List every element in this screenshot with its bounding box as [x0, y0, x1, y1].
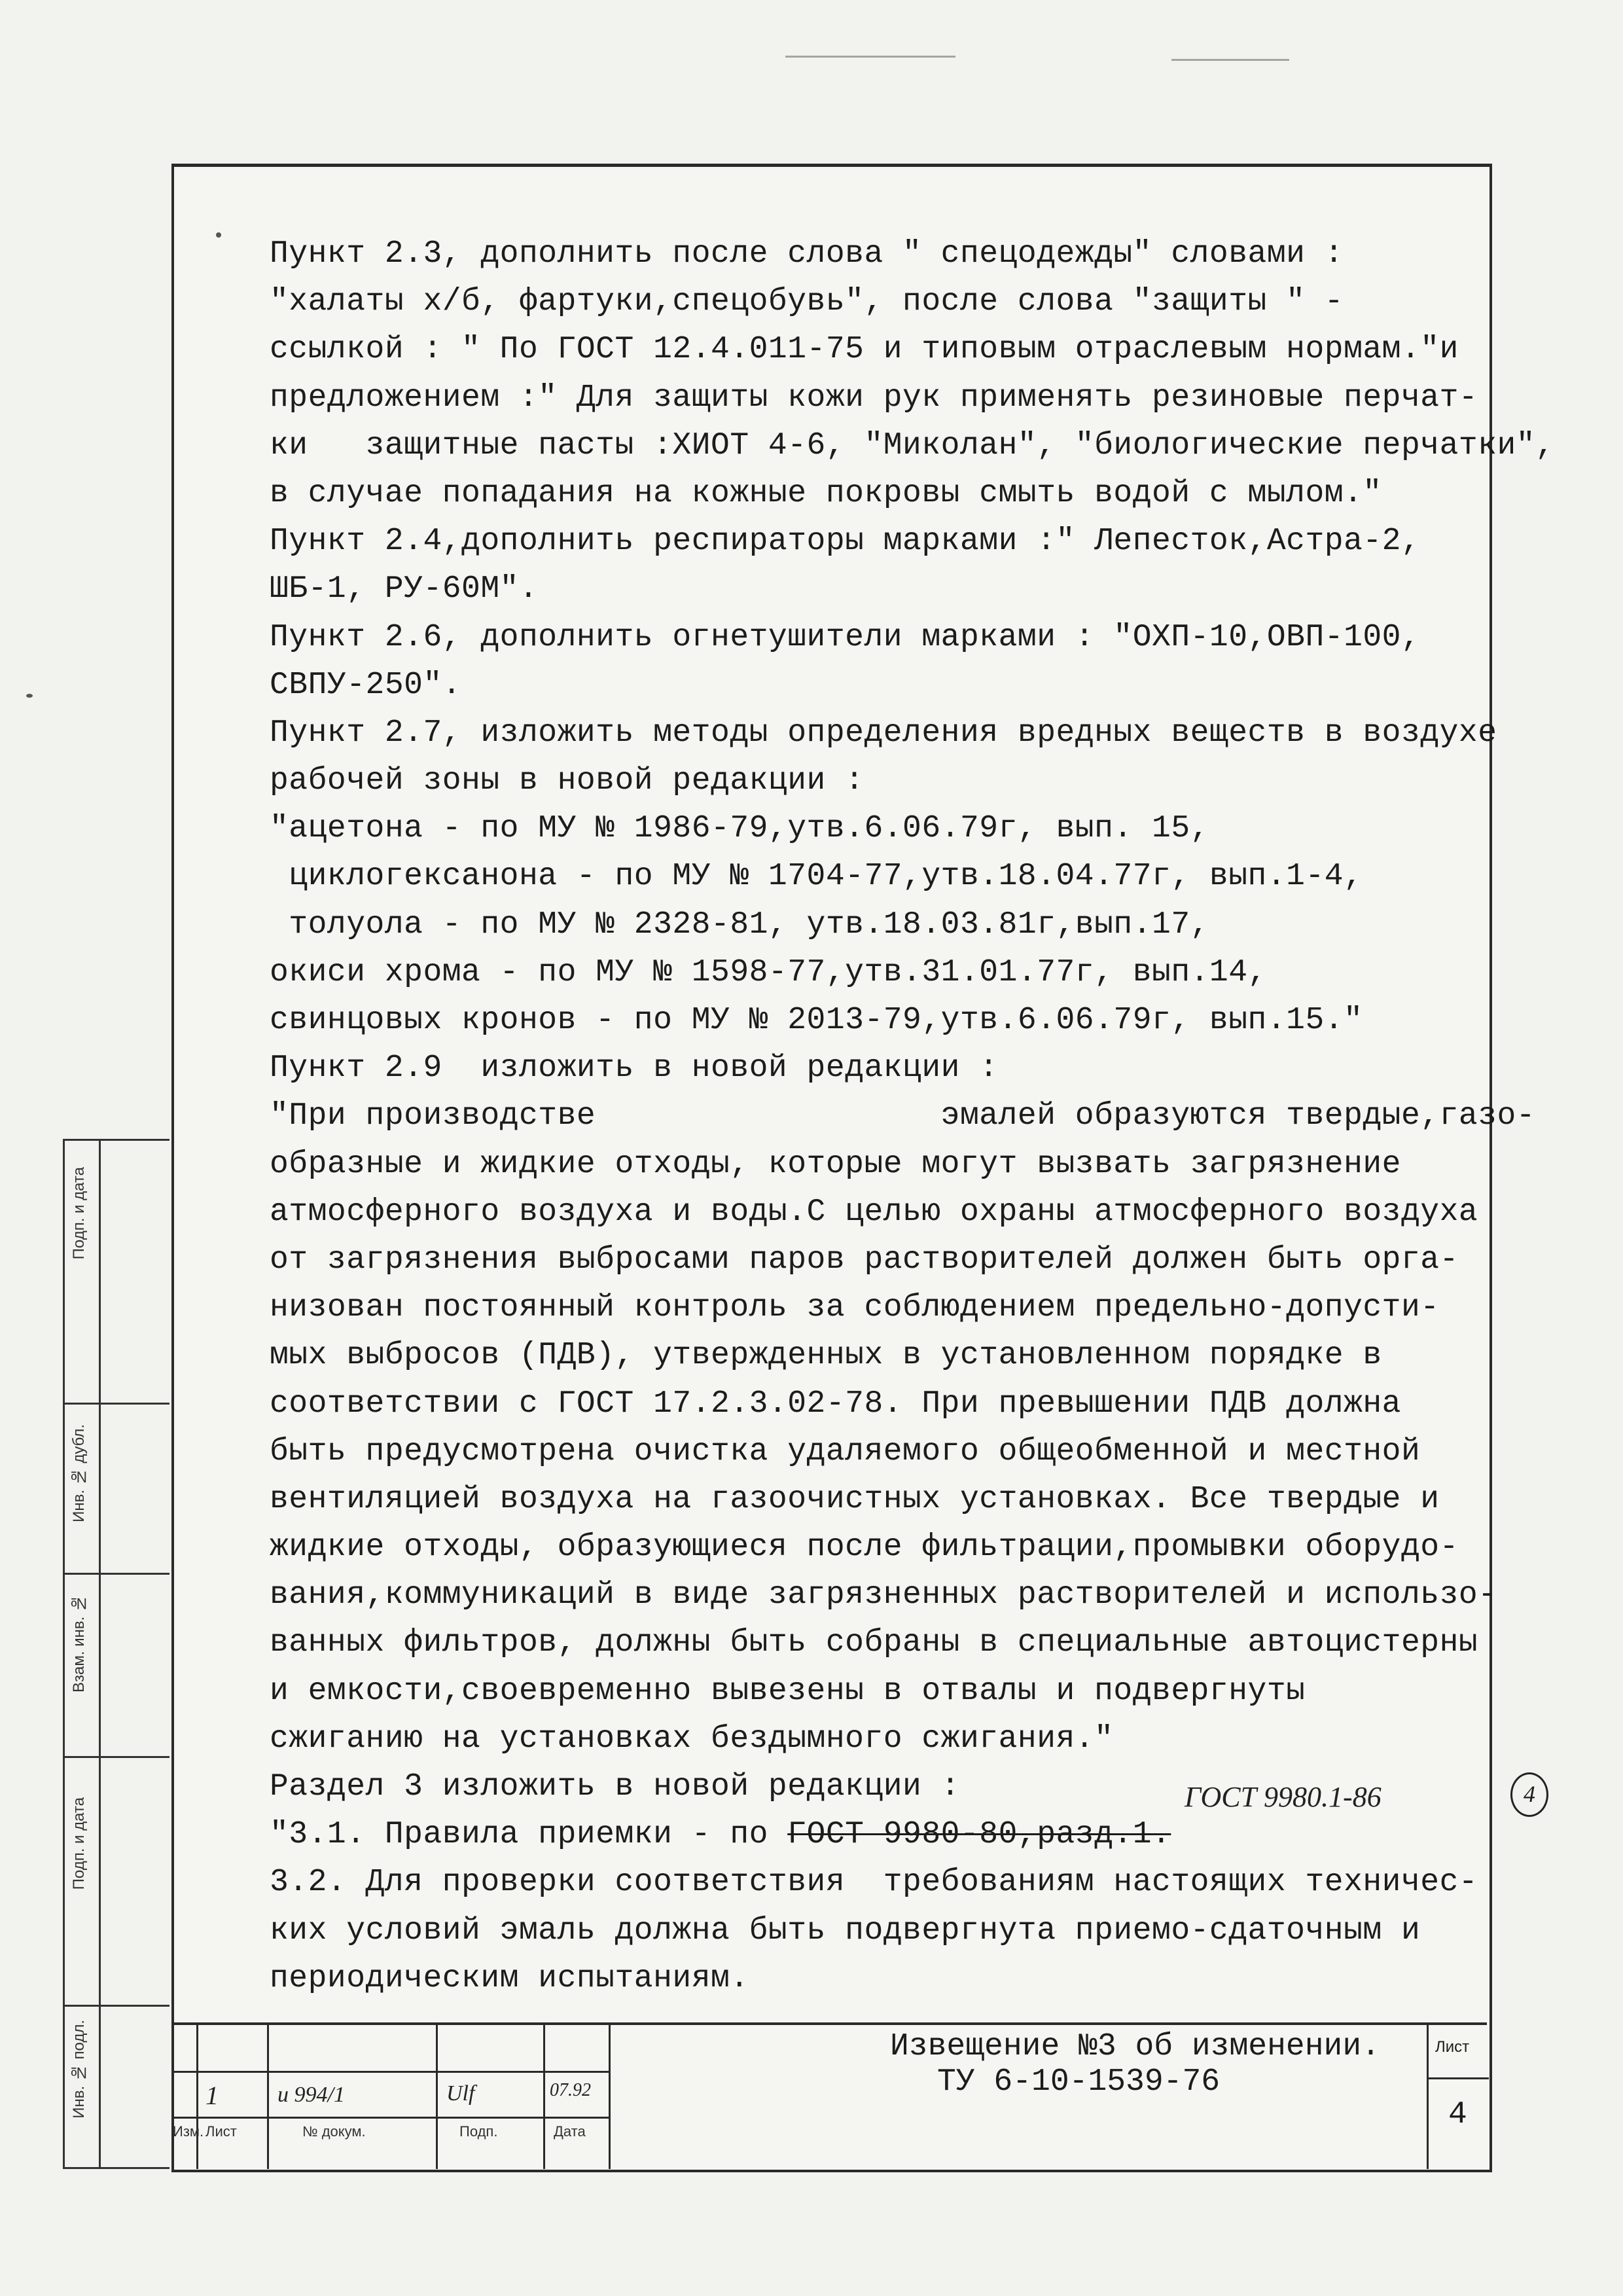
text-line: Раздел 3 изложить в новой редакции :: [270, 1769, 960, 1804]
change-date: 07.92: [550, 2080, 591, 2100]
col-label-date: Дата: [554, 2123, 586, 2140]
notice-title: Извещение №3 об изменении.: [890, 2029, 1380, 2064]
text-line: Пункт 2.7, изложить методы определения вредных веществ в воздухе: [270, 715, 1497, 751]
text-line: вания,коммуникаций в виде загрязненных растворителей и использо-: [270, 1577, 1497, 1613]
text-line: толуола - по МУ № 2328-81, утв.18.03.81г,вып.17,: [270, 906, 1209, 942]
text-line: ки защитные пасты :ХИОТ 4-6, "Миколан", "биологические перчатки",: [270, 427, 1555, 463]
side-label: Взам. инв. №: [70, 1594, 88, 1693]
side-cell-1: [65, 1141, 169, 1403]
text-line: "3.1. Правила приемки - по ГОСТ 9980-80,разд.1.: [270, 1817, 1171, 1853]
side-label: Подп. и дата: [70, 1167, 88, 1260]
side-cell-5: [65, 2005, 169, 2167]
text-line: свинцовых кронов - по МУ № 2013-79,утв.6.06.79г, вып.15.": [270, 1003, 1363, 1038]
text-line: и емкости,своевременно вывезены в отвалы и подвергнуты: [270, 1673, 1306, 1709]
text-line: СВПУ-250".: [270, 667, 462, 703]
text-line: "При производстве эмалей образуются твердые,газо-: [270, 1098, 1536, 1134]
side-label: Подп. и дата: [70, 1797, 88, 1890]
text-line: рабочей зоны в новой редакции :: [270, 763, 865, 799]
scan-speck: [26, 694, 33, 698]
text-line: "халаты х/б, фартуки,спецобувь", после слова "защиты " -: [270, 284, 1344, 320]
col-label-list: Лист: [205, 2123, 237, 2140]
signature: Ulf: [446, 2081, 475, 2106]
tb-col-izm: [171, 2025, 198, 2169]
title-block: [171, 2022, 1487, 2169]
text-line: окиси хрома - по МУ № 1598-77,утв.31.01.77г, вып.14,: [270, 954, 1267, 990]
text-line: образные и жидкие отходы, которые могут вызвать загрязнение: [270, 1146, 1401, 1182]
text-line: от загрязнения выбросами паров растворителей должен быть орга-: [270, 1242, 1459, 1278]
struck-text: ГОСТ 9980-80,разд.1.: [787, 1817, 1171, 1853]
scan-speck: [785, 56, 955, 58]
side-cell-3: [65, 1573, 169, 1758]
tb-row-line: [171, 2117, 609, 2119]
tb-row-line: [171, 2071, 609, 2073]
document-body: [270, 230, 1562, 2003]
side-label: Инв. № подл.: [70, 2020, 88, 2119]
sheet-box-divider: [1429, 2077, 1489, 2079]
text-line: предложением :" Для защиты кожи рук применять резиновые перчат-: [270, 380, 1478, 416]
circle-mark: 4: [1510, 1772, 1548, 1817]
sheet-number-box: [1427, 2025, 1489, 2169]
text-line: ванных фильтров, должны быть собраны в специальные автоцистерны: [270, 1625, 1478, 1661]
text-line: циклогексанона - по МУ № 1704-77,утв.18.04.77г, вып.1-4,: [270, 859, 1363, 895]
col-label-sign: Подп.: [459, 2123, 498, 2140]
text-line: Пункт 2.4,дополнить респираторы марками :" Лепесток,Астра-2,: [270, 524, 1421, 560]
text-line: ссылкой : " По ГОСТ 12.4.011-75 и типовым отраслевым нормам."и: [270, 332, 1459, 368]
side-cell-2: [65, 1403, 169, 1575]
notice-number: и 994/1: [277, 2083, 345, 2107]
text-line: быть предусмотрена очистка удаляемого общеобменной и местной: [270, 1433, 1421, 1469]
text-line: вентиляцией воздуха на газоочистных установках. Все твердые и: [270, 1481, 1440, 1517]
side-label: Инв. № дубл.: [70, 1424, 88, 1522]
col-label-doc: № докум.: [302, 2123, 366, 2140]
text-line: мых выбросов (ПДВ), утвержденных в установленном порядке в: [270, 1338, 1382, 1374]
text-line: ШБ-1, РУ-60М".: [270, 571, 539, 607]
scan-speck: [1171, 59, 1289, 61]
scan-speck: [216, 232, 221, 238]
spec-number: ТУ 6-10-1539-76: [937, 2064, 1221, 2100]
text-line: жидкие отходы, образующиеся после фильтрации,промывки оборудо-: [270, 1530, 1459, 1566]
text-line: атмосферного воздуха и воды.С целью охраны атмосферного воздуха: [270, 1194, 1478, 1230]
text-line: сжиганию на установках бездымного сжигания.": [270, 1721, 1114, 1757]
text-line: низован постоянный контроль за соблюдением предельно-допусти-: [270, 1290, 1440, 1326]
side-cell-4: [65, 1756, 169, 2007]
text-line: периодическим испытаниям.: [270, 1960, 749, 1996]
text-line: в случае попадания на кожные покровы смыть водой с мылом.": [270, 475, 1382, 511]
change-number: 1: [205, 2081, 219, 2110]
handwritten-correction: ГОСТ 9980.1-86: [1185, 1781, 1382, 1813]
text-line: Пункт 2.6, дополнить огнетушители марками : "ОХП-10,ОВП-100,: [270, 619, 1421, 655]
text-line: "ацетона - по МУ № 1986-79,утв.6.06.79г, вып. 15,: [270, 811, 1209, 847]
text-line: Пункт 2.3, дополнить после слова " спецодежды" словами :: [270, 236, 1344, 272]
text-line: Пункт 2.9 изложить в новой редакции :: [270, 1050, 999, 1086]
col-label-izm: Изм.: [173, 2123, 204, 2140]
text-line: 3.2. Для проверки соответствия требованиям настоящих техничес-: [270, 1865, 1478, 1901]
sheet-label: Лист: [1435, 2038, 1470, 2056]
text-line: соответствии с ГОСТ 17.2.3.02-78. При превышении ПДВ должна: [270, 1386, 1401, 1422]
side-stamp-strip: [63, 1139, 169, 2169]
sheet-number: 4: [1448, 2097, 1467, 2132]
text-line: ких условий эмаль должна быть подвергнута приемо-сдаточным и: [270, 1912, 1421, 1948]
